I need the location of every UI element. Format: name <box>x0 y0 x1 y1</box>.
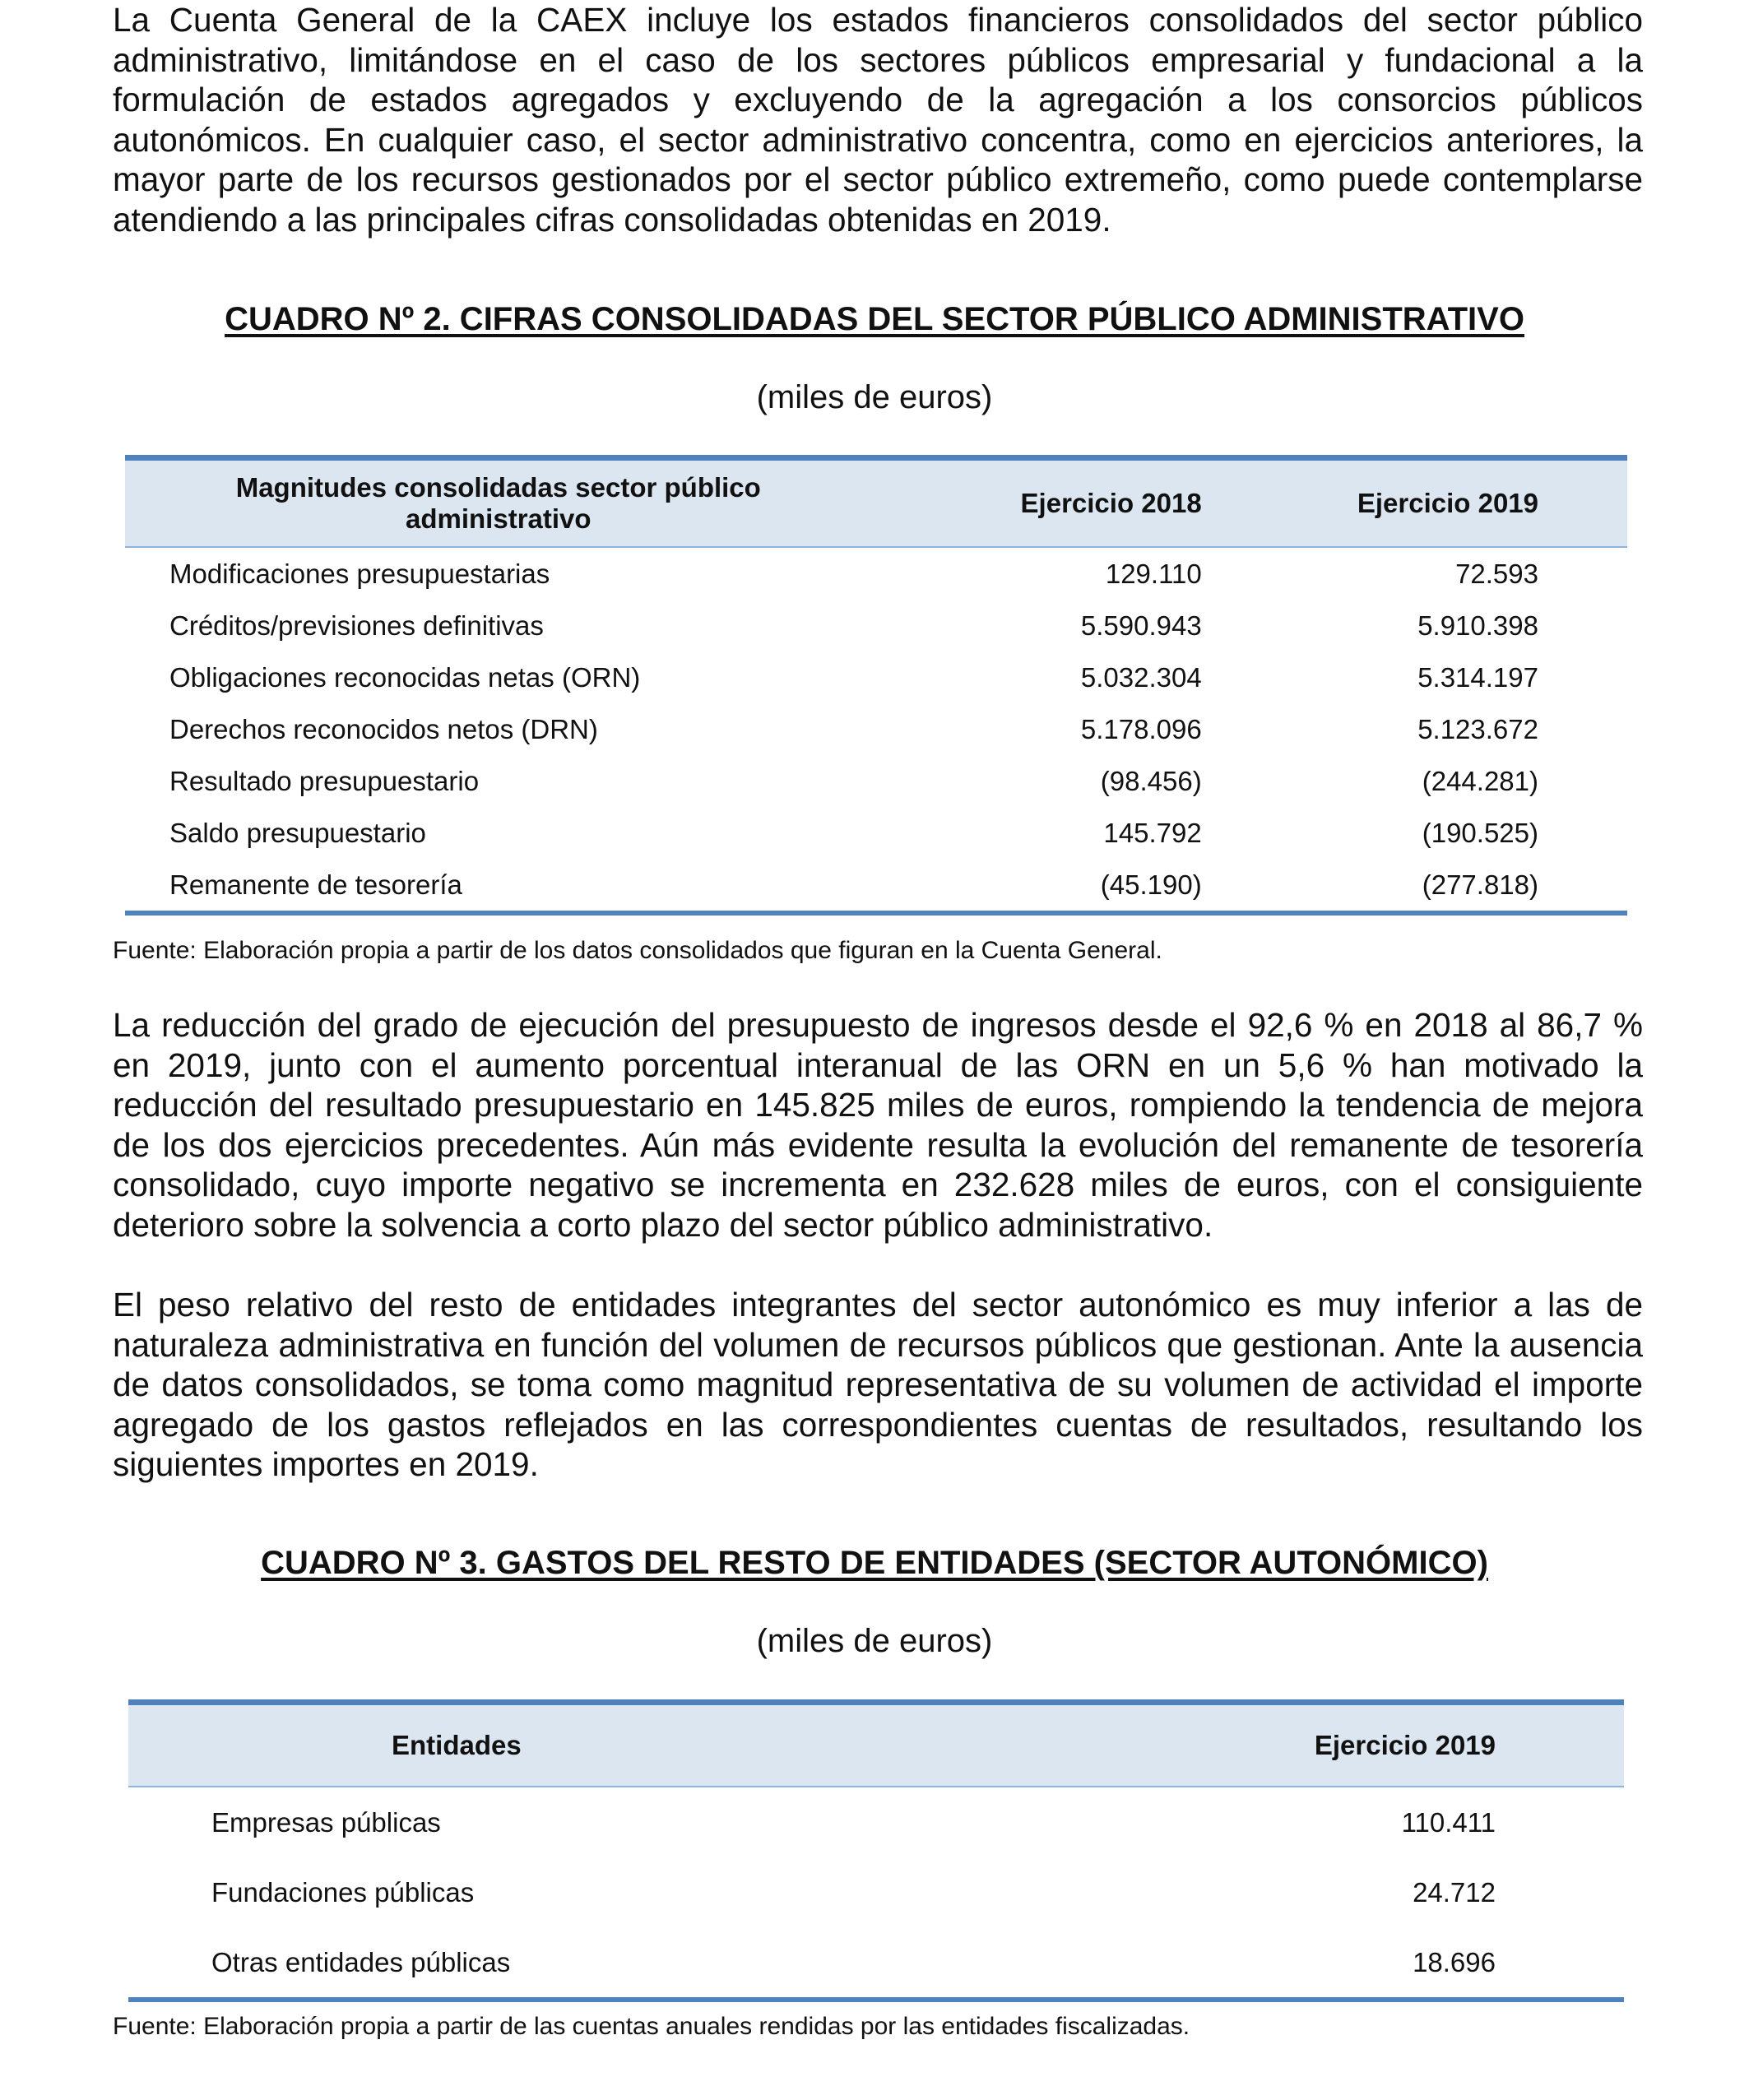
table-row <box>125 807 1627 859</box>
row-label: Derechos reconocidos netos (DRN) <box>169 713 598 744</box>
table-row <box>128 1927 1624 2000</box>
table2-units: (miles de euros) <box>756 379 993 415</box>
table-row <box>125 755 1627 807</box>
table-row <box>128 1787 1624 1857</box>
table3-source: Fuente: Elaboración propia a partir de las cuentas anuales rendidas por las entidades fiscalizadas. <box>113 2013 1190 2040</box>
value-2018: 145.792 <box>1103 817 1202 848</box>
value-2018: 5.590.943 <box>1080 610 1202 641</box>
table2-source: Fuente: Elaboración propia a partir de los datos consolidados que figuran en la Cuenta General. <box>113 937 1162 964</box>
table3-units: (miles de euros) <box>756 1623 993 1659</box>
value-2019: 72.593 <box>1455 558 1538 589</box>
value-2019: 110.411 <box>1401 1806 1496 1838</box>
row-label: Fundaciones públicas <box>211 1876 475 1908</box>
paragraph-execution: La reducción del grado de ejecución del presupuesto de ingresos desde el 92,6 % en 2018 al 86,7 % en 2019, junto con el aumento porcentual interanual de las ORN en un 5,6 % han motivado la reducción del resultado presupuestario en 145.825 miles de euros, rompiendo la tendencia de mejora de los dos ejercicios precedentes. Aún más evidente resulta la evolución del remanente de tesorería consolidado, cuyo importe negativo se incrementa en 232.628 miles de euros, con el consiguiente deterioro sobre la solvencia a corto plazo del sector público administrativo. <box>113 1006 1643 1244</box>
value-2019: (190.525) <box>1422 817 1538 848</box>
table2-header-2018: Ejercicio 2018 <box>872 458 1202 548</box>
value-2019: 5.314.197 <box>1417 661 1538 693</box>
value-2019: (244.281) <box>1422 765 1538 796</box>
table3-other-entities-expenses <box>128 1699 1624 2002</box>
value-2018: (45.190) <box>872 859 1202 913</box>
table2-header-magnitudes: Magnitudes consolidadas sector público administrativo <box>125 458 872 548</box>
row-label: Créditos/previsiones definitivas <box>169 610 544 641</box>
table3-title: CUADRO Nº 3. GASTOS DEL RESTO DE ENTIDADES (SECTOR AUTONÓMICO) <box>261 1545 1488 1581</box>
paragraph-other-entities: El peso relativo del resto de entidades integrantes del sector autonómico es muy inferior a las de naturaleza administrativa en función del volumen de recursos públicos que gestionan. Ante la ausencia de datos consolidados, se toma como magnitud representativa de su volumen de actividad el importe agregado de los gastos reflejados en las correspondientes cuentas de resultados, resultando los siguientes importes en 2019. <box>113 1286 1643 1483</box>
table-row <box>125 651 1627 703</box>
row-label: Saldo presupuestario <box>169 817 426 848</box>
value-2018: 129.110 <box>1105 558 1202 589</box>
value-2018: 5.032.304 <box>1080 661 1202 693</box>
row-label: Empresas públicas <box>211 1806 441 1838</box>
table3-header-entities: Entidades <box>128 1703 1111 1787</box>
value-2018: (98.456) <box>1100 765 1202 796</box>
row-label: Resultado presupuestario <box>169 765 480 796</box>
table-row <box>125 703 1627 755</box>
table-row <box>125 547 1627 600</box>
value-2019: 5.910.398 <box>1417 610 1538 641</box>
row-label: Otras entidades públicas <box>128 1927 1111 2000</box>
value-2019: 18.696 <box>1111 1927 1624 2000</box>
table2-header-2019: Ejercicio 2019 <box>1202 458 1627 548</box>
table-row <box>128 1857 1624 1927</box>
table3-header-row <box>128 1703 1624 1787</box>
value-2018: 5.178.096 <box>1080 713 1202 744</box>
row-label: Obligaciones reconocidas netas (ORN) <box>169 661 641 693</box>
value-2019: 5.123.672 <box>1417 713 1538 744</box>
row-label: Remanente de tesorería <box>125 859 872 913</box>
paragraph-intro: La Cuenta General de la CAEX incluye los estados financieros consolidados del sector público administrativo, limitándose en el caso de los sectores públicos empresarial y fundacional a la formulación de estados agregados y excluyendo de la agregación a los consorcios públicos autonómicos. En cualquier caso, el sector administrativo concentra, como en ejercicios anteriores, la mayor parte de los recursos gestionados por el sector público extremeño, como puede contemplarse atendiendo a las principales cifras consolidadas obtenidas en 2019. <box>113 1 1643 239</box>
table2-header-row <box>125 458 1627 548</box>
row-label: Modificaciones presupuestarias <box>169 558 550 589</box>
table2-consolidated-figures <box>125 455 1627 916</box>
table2-title: CUADRO Nº 2. CIFRAS CONSOLIDADAS DEL SECTOR PÚBLICO ADMINISTRATIVO <box>225 301 1524 337</box>
table3-header-2019: Ejercicio 2019 <box>1111 1703 1624 1787</box>
value-2019: 24.712 <box>1413 1876 1496 1908</box>
table-row <box>125 859 1627 913</box>
table-row <box>125 600 1627 651</box>
value-2019: (277.818) <box>1202 859 1627 913</box>
